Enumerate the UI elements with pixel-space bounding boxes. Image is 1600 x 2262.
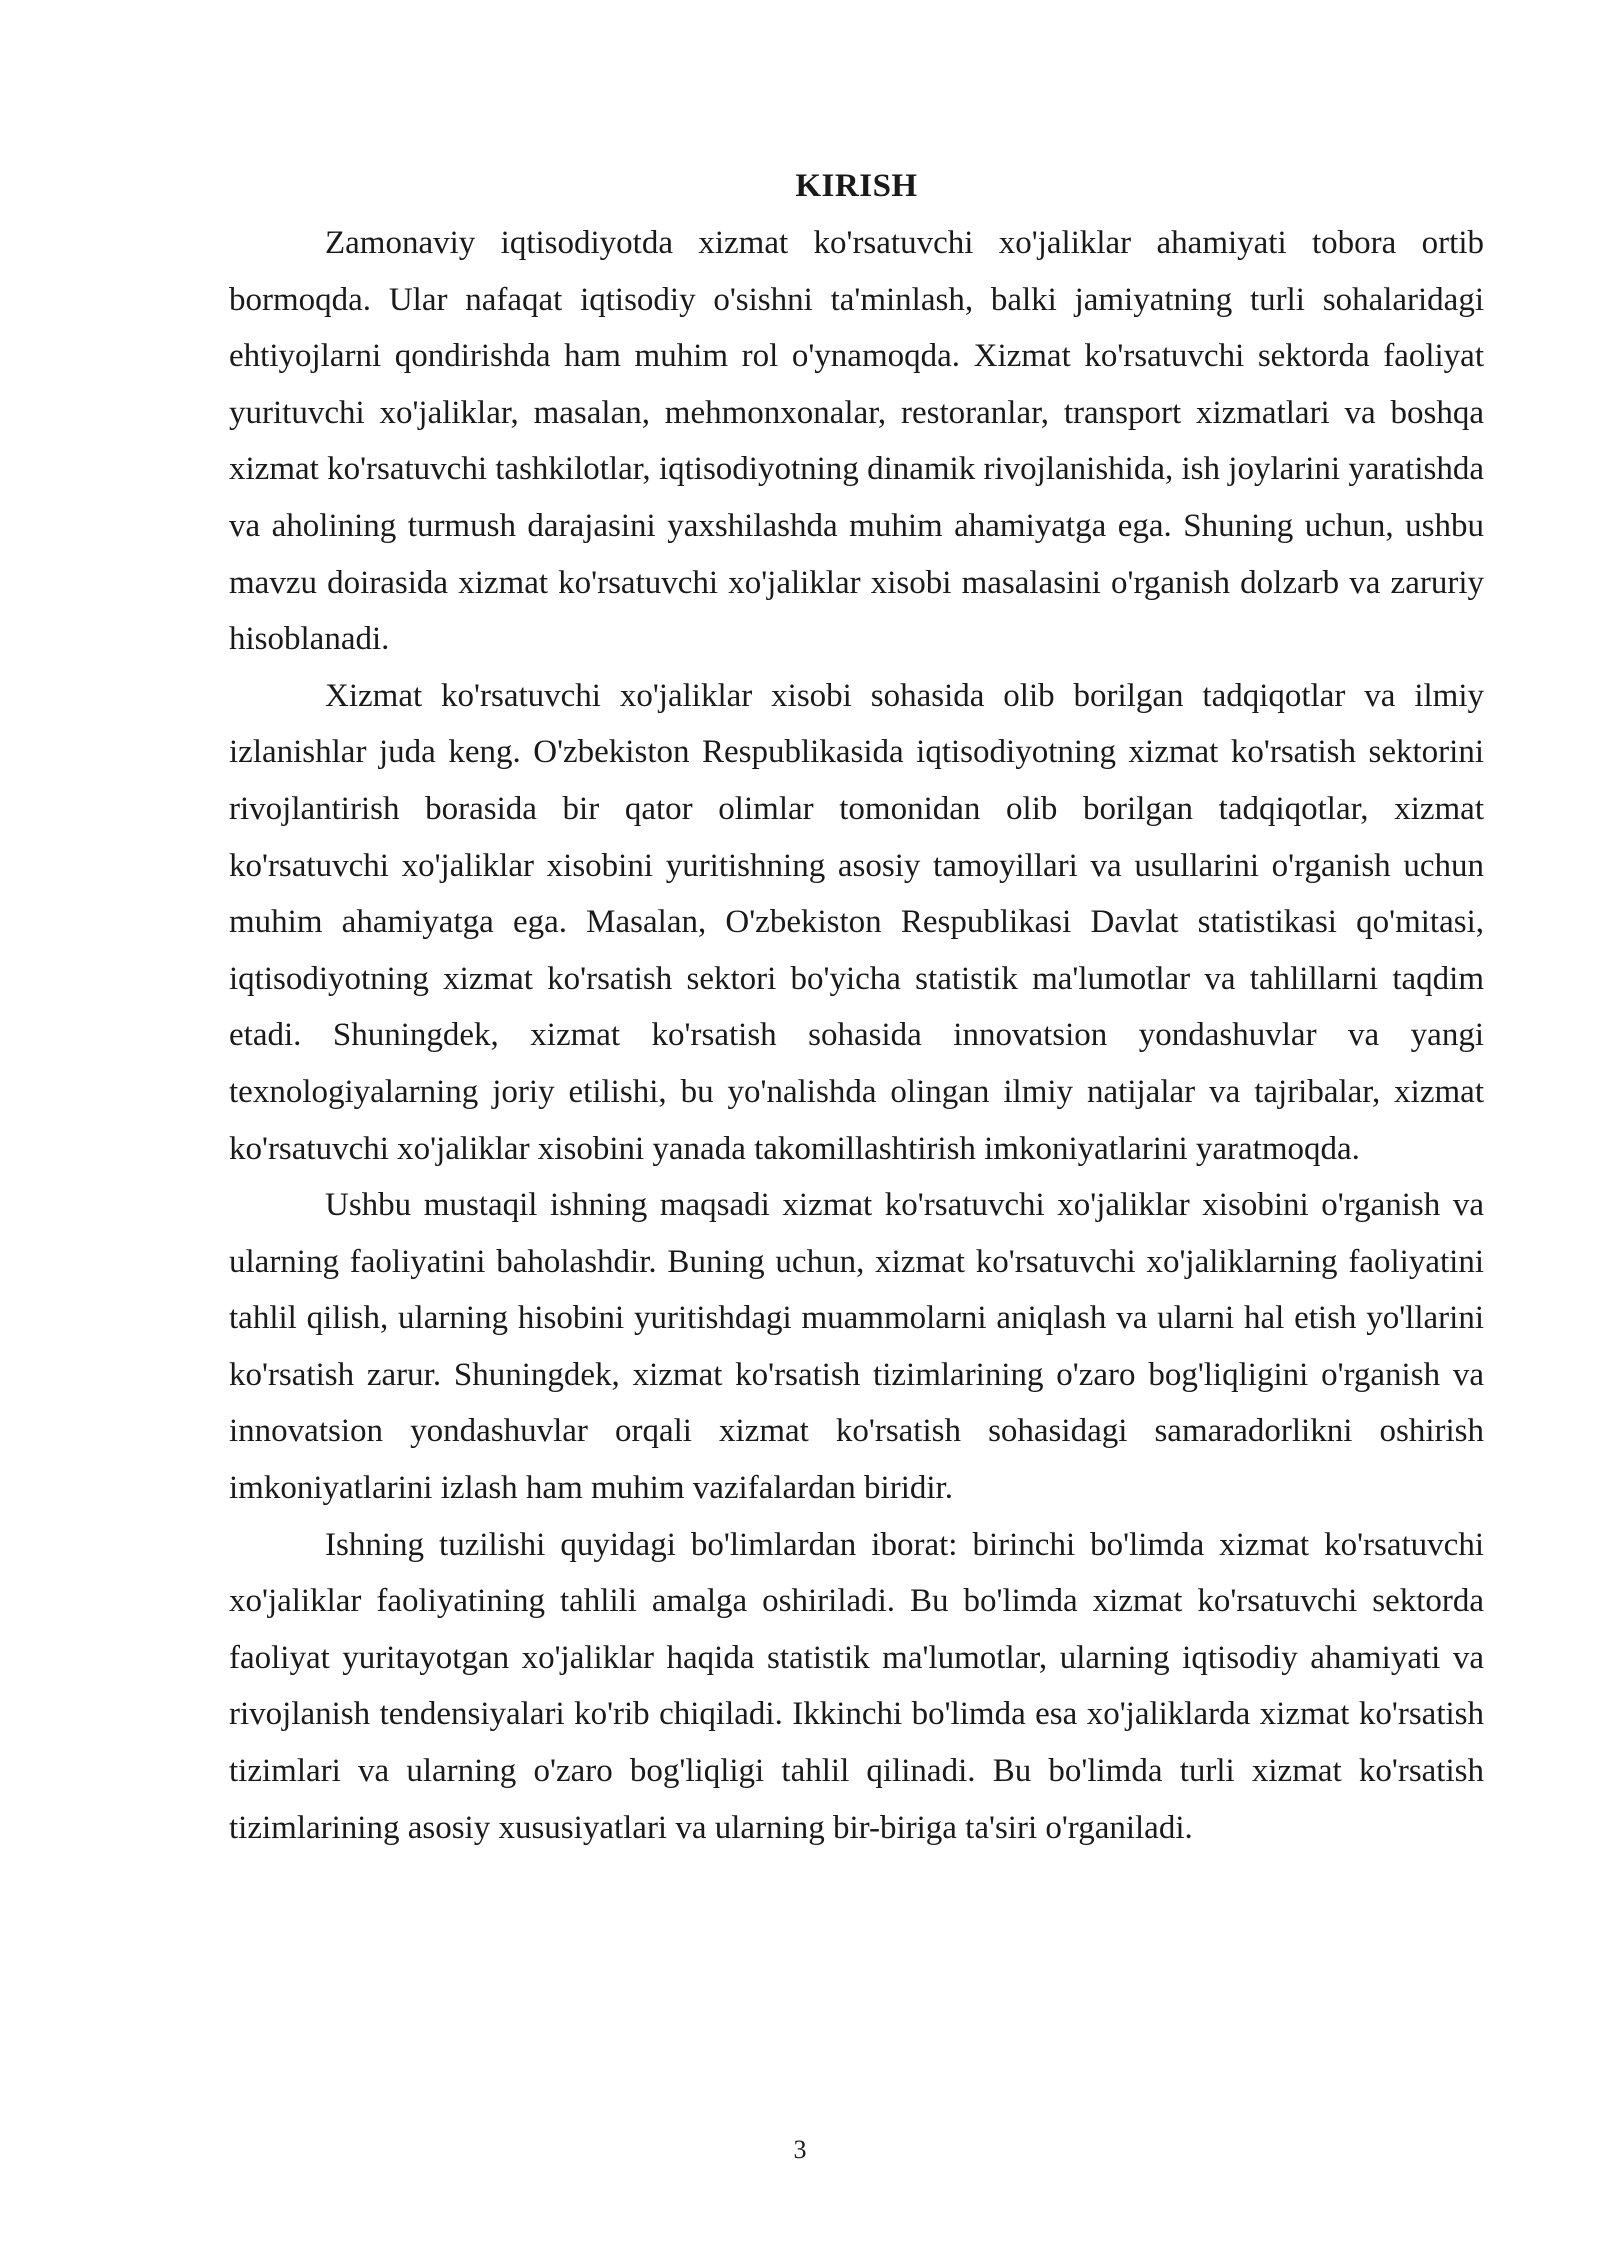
paragraph-goal: Ushbu mustaqil ishning maqsadi xizmat ko'rsatuvchi xo'jaliklar xisobini o'rganish va ularning faoliyatini baholashdir. Buning uchun, xizmat ko'rsatuvchi xo'jaliklarning faoliyatini tahlil qilish, ularning hisobini yuritishdagi muammolarni aniqlash va ularni hal etish yo'llarini ko'rsatish zarur. Shuningdek, xizmat ko'rsatish tizimlarining o'zaro bog'liqligini o'rganish va innovatsion yondashuvlar orqali xizmat ko'rsatish sohasidagi samaradorlikni oshirish imkoniyatlarini izlash ham muhim vazifalardan biridir. [229,1187,1484,1507]
paragraph-intro: Zamonaviy iqtisodiyotda xizmat ko'rsatuvchi xo'jaliklar ahamiyati tobora ortib bormoqda. Ular nafaqat iqtisodiy o'sishni ta'minlash, balki jamiyatning turli sohalaridagi ehtiyojlarni qondirishda ham muhim rol o'ynamoqda. Xizmat ko'rsatuvchi sektorda faoliyat yurituvchi xo'jaliklar, masalan, mehmonxonalar, restoranlar, transport xizmatlari va boshqa xizmat ko'rsatuvchi tashkilotlar, iqtisodiyotning dinamik rivojlanishida, ish joylarini yaratishda va aholining turmush darajasini yaxshilashda muhim ahamiyatga ega. Shuning uchun, ushbu mavzu doirasida xizmat ko'rsatuvchi xo'jaliklar xisobi masalasini o'rganish dolzarb va zaruriy hisoblanadi. [229,225,1484,658]
paragraph-structure: Ishning tuzilishi quyidagi bo'limlardan iborat: birinchi bo'limda xizmat ko'rsatuvchi xo'jaliklar faoliyatining tahlili amalga oshiriladi. Bu bo'limda xizmat ko'rsatuvchi sektorda faoliyat yuritayotgan xo'jaliklar haqida statistik ma'lumotlar, ularning iqtisodiy ahamiyati va rivojlanish tendensiyalari ko'rib chiqiladi. Ikkinchi bo'limda esa xo'jaliklarda xizmat ko'rsatish tizimlari va ularning o'zaro bog'liqligi tahlil qilinadi. Bu bo'limda turli xizmat ko'rsatish tizimlarining asosiy xususiyatlari va ularning bir-biriga ta'siri o'rganiladi. [229,1526,1484,1846]
paragraph-research: Xizmat ko'rsatuvchi xo'jaliklar xisobi sohasida olib borilgan tadqiqotlar va ilmiy izlanishlar juda keng. O'zbekiston Respublikasida iqtisodiyotning xizmat ko'rsatish sektorini rivojlantirish borasida bir qator olimlar tomonidan olib borilgan tadqiqotlar, xizmat ko'rsatuvchi xo'jaliklar xisobini yuritishning asosiy tamoyillari va usullarini o'rganish uchun muhim ahamiyatga ega. Masalan, O'zbekiston Respublikasi Davlat statistikasi qo'mitasi, iqtisodiyotning xizmat ko'rsatish sektori bo'yicha statistik ma'lumotlar va tahlillarni taqdim etadi. Shuningdek, xizmat ko'rsatish sohasida innovatsion yondashuvlar va yangi texnologiyalarning joriy etilishi, bu yo'nalishda olingan ilmiy natijalar va tajribalar, xizmat ko'rsatuvchi xo'jaliklar xisobini yanada takomillashtirish imkoniyatlarini yaratmoqda. [229,677,1484,1167]
page-content [229,158,1484,1856]
page-number: 3 [793,2135,807,2164]
section-title: KIRISH [795,168,918,204]
